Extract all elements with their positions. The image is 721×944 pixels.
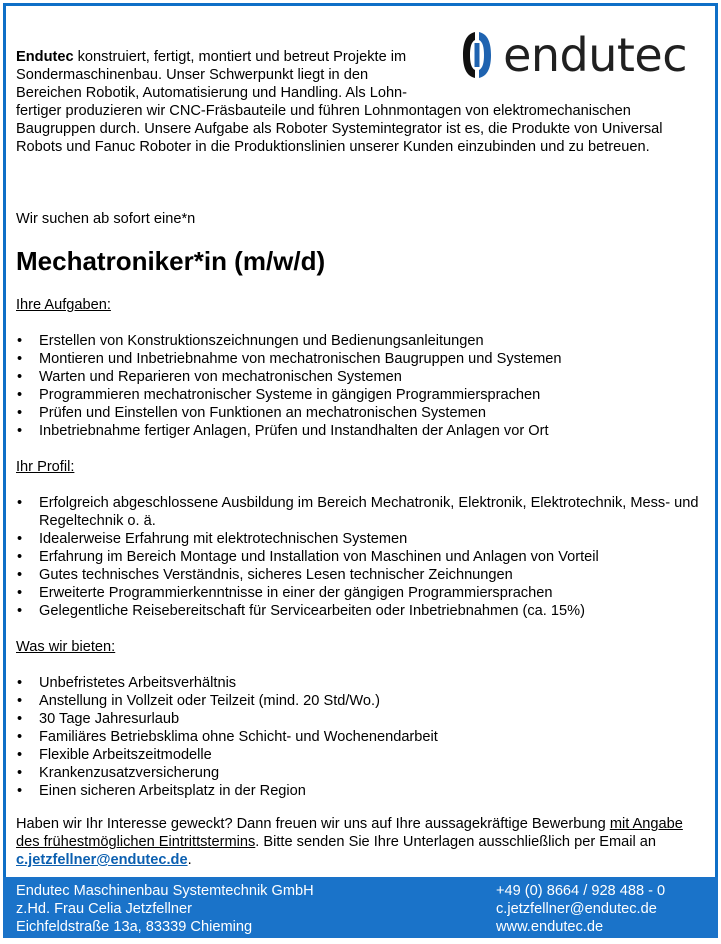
tasks-list	[16, 332, 706, 440]
job-title: Mechatroniker*in (m/w/d)	[16, 246, 326, 276]
footer-address: Eichfeldstraße 13a, 83339 Chieming	[16, 919, 253, 935]
closing-text-1: Haben wir Ihr Interesse geweckt? Dann freuen wir uns auf Ihre aussagekräftige Bewerbung	[16, 816, 610, 832]
profile-list	[16, 494, 706, 620]
list-item: • Gelegentliche Reisebereitschaft für Servicearbeiten oder Inbetriebnahmen (ca. 15%)	[16, 602, 706, 620]
list-item: • Erstellen von Konstruktionszeichnungen und Bedienungsanleitungen	[16, 332, 706, 350]
list-item: • Erfahrung im Bereich Montage und Installation von Maschinen und Anlagen von Vorteil	[16, 548, 706, 566]
closing-start-date-note: mit Angabe des frühestmöglichen Eintrittstermins	[16, 816, 683, 850]
profile-heading: Ihr Profil:	[16, 459, 75, 475]
list-item: • Inbetriebnahme fertiger Anlagen, Prüfen und Instandhalten der Anlagen vor Ort	[16, 422, 706, 440]
list-item: • Idealerweise Erfahrung mit elektrotechnischen Systemen	[16, 530, 706, 548]
list-item: • Warten und Reparieren von mechatronischen Systemen	[16, 368, 706, 386]
list-item: • Anstellung in Vollzeit oder Teilzeit (mind. 20 Std/Wo.)	[16, 692, 706, 710]
intro-text: konstruiert, fertigt, montiert und betreut Projekte im Sondermaschinenbau. Unser Schwerpunkt liegt in den Bereichen Robotik, Automatisierung und Handling. Als Lohn-fertiger produzieren wir CNC-Fräsbauteile und führen Lohnmontagen von elektromechanischen Baugruppen durch. Unsere Aufgabe als Roboter Systemintegrator ist es, die Produkte von Universal Robots und Fanuc Roboter in die Produktionslinien unserer Kunden einzubinden und zu betreuen.	[16, 49, 663, 155]
offer-list	[16, 674, 706, 800]
list-item: • Familiäres Betriebsklima ohne Schicht- und Wochenendarbeit	[16, 728, 706, 746]
list-item: • Gutes technisches Verständnis, sicheres Lesen technischer Zeichnungen	[16, 566, 706, 584]
list-item: • 30 Tage Jahresurlaub	[16, 710, 706, 728]
footer-contact-block	[496, 882, 665, 936]
list-item: • Krankenzusatzversicherung	[16, 764, 706, 782]
intro-paragraph	[16, 48, 706, 156]
footer-contact-person: z.Hd. Frau Celia Jetzfellner	[16, 901, 193, 917]
footer-website[interactable]: www.endutec.de	[496, 919, 604, 935]
list-item: • Flexible Arbeitszeitmodelle	[16, 746, 706, 764]
search-line: Wir suchen ab sofort eine*n	[16, 211, 196, 227]
closing-end: .	[187, 852, 192, 868]
closing-text-2: . Bitte senden Sie Ihre Unterlagen ausschließlich per Email an	[255, 834, 657, 850]
logo-wordmark: endutec	[503, 28, 687, 82]
intro-company-name: Endutec	[16, 49, 74, 65]
list-item: • Erweiterte Programmierkenntnisse in einer der gängigen Programmiersprachen	[16, 584, 706, 602]
list-item: • Programmieren mechatronischer Systeme in gängigen Programmiersprachen	[16, 386, 706, 404]
tasks-heading: Ihre Aufgaben:	[16, 297, 111, 313]
footer-company-name: Endutec Maschinenbau Systemtechnik GmbH	[16, 883, 314, 899]
footer-email[interactable]: c.jetzfellner@endutec.de	[496, 901, 657, 917]
offer-heading: Was wir bieten:	[16, 639, 116, 655]
list-item: • Unbefristetes Arbeitsverhältnis	[16, 674, 706, 692]
footer-address-block	[16, 882, 314, 936]
list-item: • Erfolgreich abgeschlossene Ausbildung im Bereich Mechatronik, Elektronik, Elektrotechnik, Mess- und Regeltechnik o. ä.	[16, 494, 706, 530]
application-email-link[interactable]: c.jetzfellner@endutec.de	[16, 852, 188, 868]
list-item: • Einen sicheren Arbeitsplatz in der Region	[16, 782, 706, 800]
closing-paragraph	[16, 815, 706, 869]
footer-phone: +49 (0) 8664 / 928 488 - 0	[496, 883, 666, 899]
contact-footer	[3, 877, 718, 938]
list-item: • Montieren und Inbetriebnahme von mechatronischen Baugruppen und Systemen	[16, 350, 706, 368]
logo-text-wrap-spacer	[426, 48, 706, 102]
job-posting-page	[3, 3, 718, 938]
list-item: • Prüfen und Einstellen von Funktionen an mechatronischen Systemen	[16, 404, 706, 422]
